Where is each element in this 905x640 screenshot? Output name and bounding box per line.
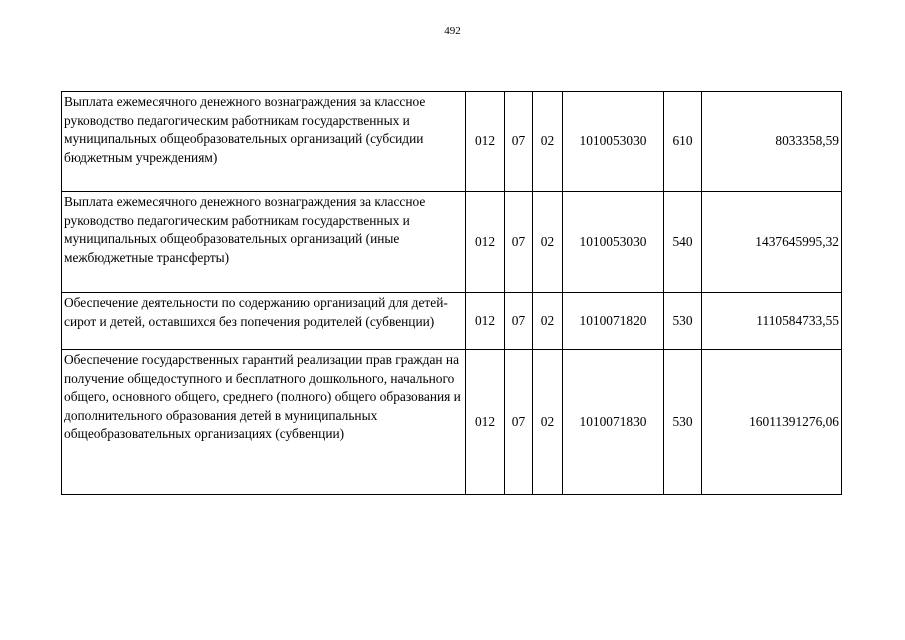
table-row [62, 192, 842, 293]
expense-type-cell: 540 [664, 192, 702, 293]
expense-type-cell: 530 [664, 293, 702, 350]
description-cell: Выплата ежемесячного денежного вознаграждения за классное руководство педагогическим работникам государственных и муниципальных общеобразовательных организаций (субсидии бюджетным учреждениям) [62, 92, 466, 192]
section-code-cell: 07 [505, 92, 533, 192]
subsection-code-cell: 02 [533, 293, 563, 350]
description-cell: Обеспечение государственных гарантий реализации прав граждан на получение общедоступного и бесплатного дошкольного, начального общего, основного общего, среднего (полного) общего образования и дополнительного образования детей в муниципальных общеобразовательных организациях (субвенции) [62, 350, 466, 495]
subsection-code-cell: 02 [533, 92, 563, 192]
amount-cell: 16011391276,06 [702, 350, 842, 495]
expense-type-cell: 530 [664, 350, 702, 495]
description-cell: Выплата ежемесячного денежного вознаграждения за классное руководство педагогическим работникам государственных и муниципальных общеобразовательных организаций (иные межбюджетные трансферты) [62, 192, 466, 293]
expense-type-cell: 610 [664, 92, 702, 192]
section-code-cell: 07 [505, 293, 533, 350]
amount-cell: 1437645995,32 [702, 192, 842, 293]
description-cell: Обеспечение деятельности по содержанию организаций для детей-сирот и детей, оставшихся без попечения родителей (субвенции) [62, 293, 466, 350]
table-row [62, 92, 842, 192]
budget-table [61, 91, 842, 495]
target-article-cell: 1010053030 [563, 192, 664, 293]
target-article-cell: 1010053030 [563, 92, 664, 192]
amount-cell: 8033358,59 [702, 92, 842, 192]
ministry-code-cell: 012 [466, 192, 505, 293]
ministry-code-cell: 012 [466, 293, 505, 350]
amount-cell: 1110584733,55 [702, 293, 842, 350]
ministry-code-cell: 012 [466, 92, 505, 192]
target-article-cell: 1010071830 [563, 350, 664, 495]
page-number: 492 [444, 25, 461, 37]
subsection-code-cell: 02 [533, 350, 563, 495]
ministry-code-cell: 012 [466, 350, 505, 495]
target-article-cell: 1010071820 [563, 293, 664, 350]
subsection-code-cell: 02 [533, 192, 563, 293]
section-code-cell: 07 [505, 192, 533, 293]
table-row [62, 350, 842, 495]
table-row [62, 293, 842, 350]
section-code-cell: 07 [505, 350, 533, 495]
